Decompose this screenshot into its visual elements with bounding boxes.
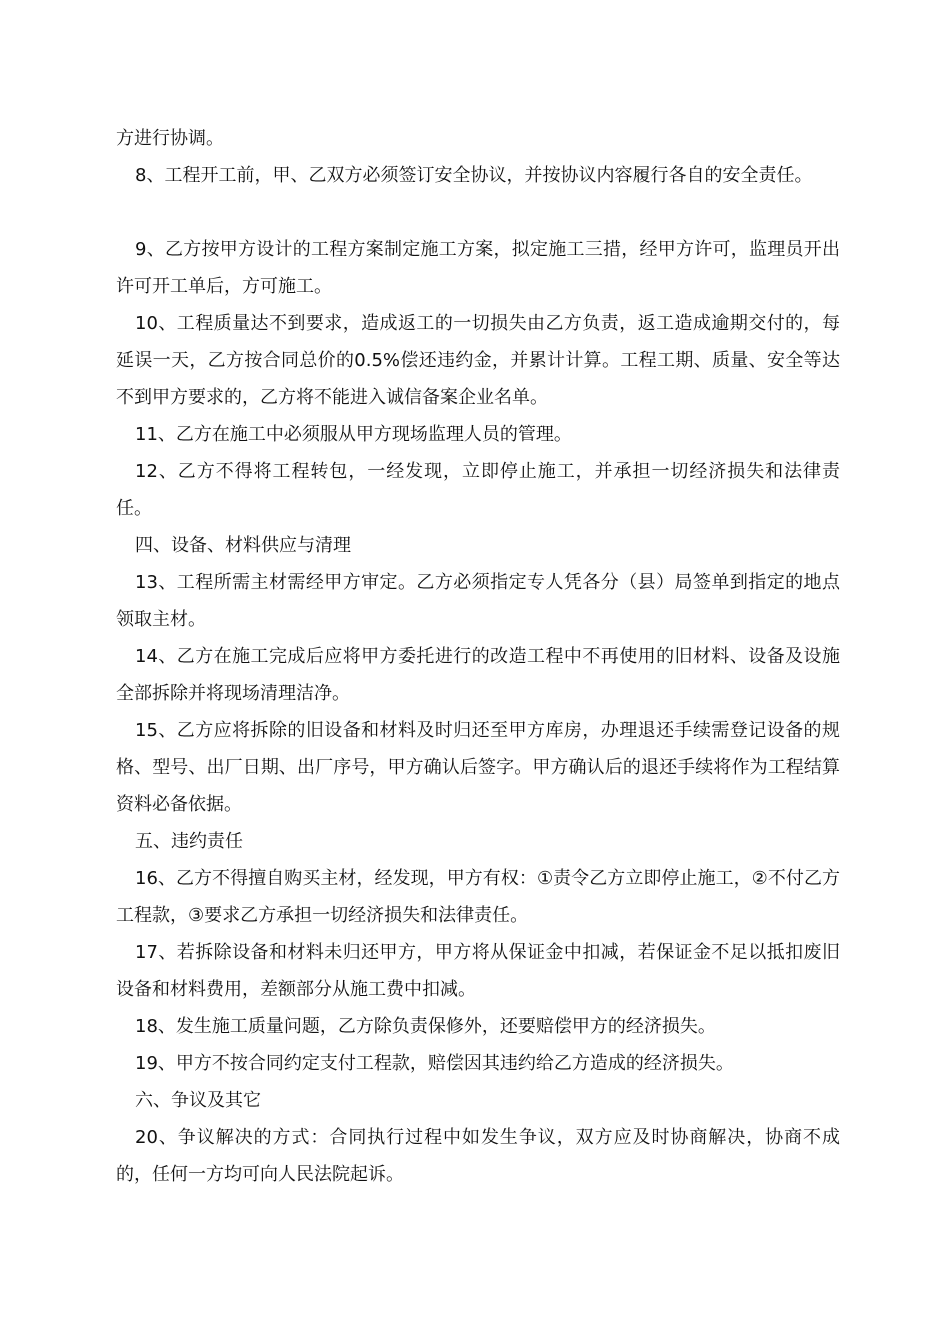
clause-8: 8、工程开工前，甲、乙双方必须签订安全协议，并按协议内容履行各自的安全责任。 [135,165,813,186]
paragraph-continuation: 方进行协调。 [116,128,224,149]
document-body [116,120,840,1193]
clause-10: 10、工程质量达不到要求，造成返工的一切损失由乙方负责，返工造成逾期交付的，每延误一天，乙方按合同总价的0.5%偿还违约金，并累计计算。工程工期、质量、安全等达不到甲方要求的，乙方将不能进入诚信备案企业名单。 [116,313,840,408]
section-heading-6: 六、争议及其它 [135,1090,261,1111]
section-heading-4: 四、设备、材料供应与清理 [135,535,351,556]
clause-12: 12、乙方不得将工程转包，一经发现，立即停止施工，并承担一切经济损失和法律责任。 [116,461,840,519]
section-heading-5: 五、违约责任 [135,831,243,852]
clause-11: 11、乙方在施工中必须服从甲方现场监理人员的管理。 [135,424,572,445]
clause-19: 19、甲方不按合同约定支付工程款，赔偿因其违约给乙方造成的经济损失。 [135,1053,734,1074]
clause-18: 18、发生施工质量问题，乙方除负责保修外，还要赔偿甲方的经济损失。 [135,1016,716,1037]
clause-20: 20、争议解决的方式：合同执行过程中如发生争议，双方应及时协商解决，协商不成的，任何一方均可向人民法院起诉。 [116,1127,840,1185]
clause-14: 14、乙方在施工完成后应将甲方委托进行的改造工程中不再使用的旧材料、设备及设施全部拆除并将现场清理洁净。 [116,646,840,704]
clause-16: 16、乙方不得擅自购买主材，经发现，甲方有权：①责令乙方立即停止施工，②不付乙方工程款，③要求乙方承担一切经济损失和法律责任。 [116,868,840,926]
clause-17: 17、若拆除设备和材料未归还甲方，甲方将从保证金中扣减，若保证金不足以抵扣废旧设备和材料费用，差额部分从施工费中扣减。 [116,942,840,1000]
clause-15: 15、乙方应将拆除的旧设备和材料及时归还至甲方库房，办理退还手续需登记设备的规格、型号、出厂日期、出厂序号，甲方确认后签字。甲方确认后的退还手续将作为工程结算资料必备依据。 [116,720,840,815]
clause-13: 13、工程所需主材需经甲方审定。乙方必须指定专人凭各分（县）局签单到指定的地点领取主材。 [116,572,840,630]
clause-9: 9、乙方按甲方设计的工程方案制定施工方案，拟定施工三措，经甲方许可，监理员开出许可开工单后，方可施工。 [116,239,840,297]
